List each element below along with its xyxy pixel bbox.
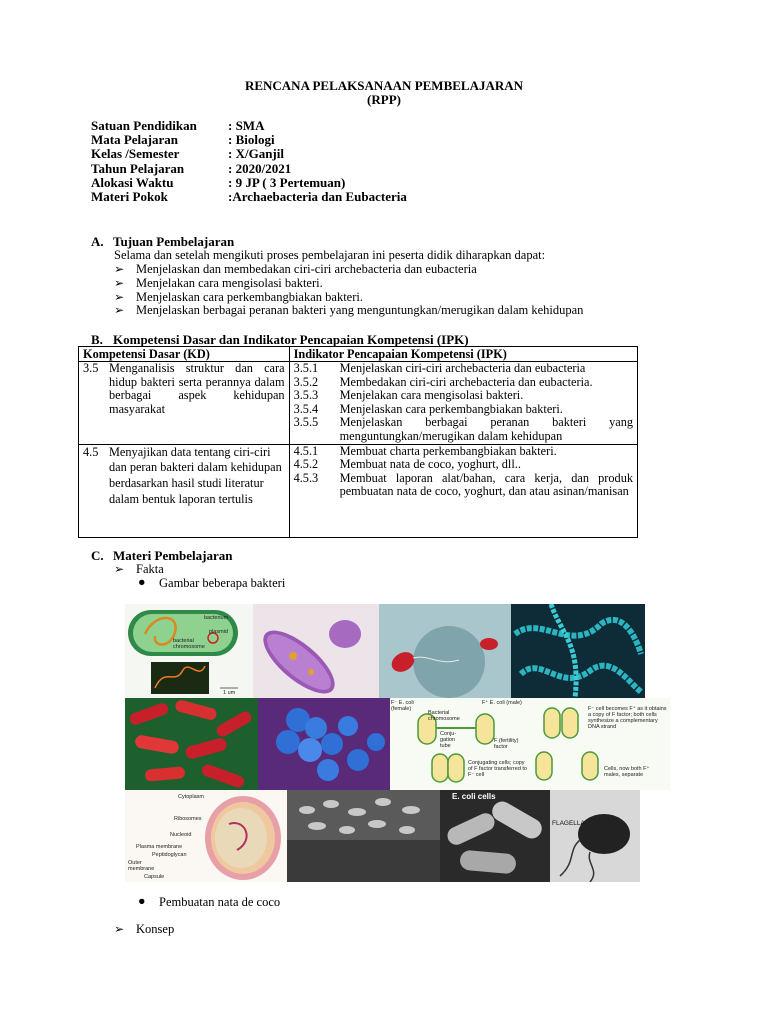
meta-value: :Archaebacteria dan Eubacteria [228, 189, 407, 205]
meta-value: : 9 JP ( 3 Pertemuan) [228, 174, 346, 190]
competency-table [78, 346, 638, 538]
ipk-number: 3.5.5 [293, 415, 319, 430]
meta-label: Materi Pokok [91, 189, 168, 205]
ipk-text: Membuat charta perkembangbiakan bakteri. [339, 443, 557, 458]
ipk-text: Menjelaskan cara perkembangbiakan bakteri. [339, 401, 563, 416]
ipk-item [294, 416, 633, 443]
arrow-bullet-icon: ➢ [114, 562, 125, 576]
list-item: Menjelakan cara mengisolasi bakteri. [136, 276, 323, 290]
doc-subtitle: (RPP) [367, 92, 401, 107]
figure-label: plasmid [209, 629, 228, 635]
table-header-row [79, 347, 638, 362]
arrow-bullet-icon: ➢ [114, 303, 125, 317]
meta-value: : SMA [228, 118, 265, 133]
ipk-item [294, 376, 633, 390]
arrow-bullet-icon: ➢ [114, 290, 125, 304]
figure-label: bacterium [204, 615, 229, 621]
arrow-bullet-icon: ➢ [114, 922, 125, 936]
meta-value: : X/Ganjil [228, 146, 284, 162]
kd-cell [79, 444, 290, 537]
meta-label: Mata Pelajaran [91, 132, 179, 148]
meta-value: : Biologi [228, 132, 275, 148]
sem-bacteria-colony-image [287, 790, 440, 882]
purple-rod-bacteria-image [253, 604, 379, 698]
bullet-icon: ● [138, 575, 146, 589]
ipk-text: Menjelakan cara mengisolasi bakteri. [339, 388, 524, 403]
section-number: B. [91, 332, 103, 347]
ecoli-cells-image [440, 790, 550, 882]
list-item: Menjelaskan cara perkembangbiakan bakteri. [136, 290, 363, 304]
meta-label: Kelas /Semester [91, 146, 180, 162]
ipk-item [294, 389, 633, 403]
figure-label: Conju-gation tube [440, 731, 457, 749]
doc-title: RENCANA PELAKSANAAN PEMBELAJARAN [244, 78, 524, 93]
konsep-label: Konsep [136, 922, 175, 936]
kd-text: Menyajikan data tentang ciri-ciri dan peran bakteri dalam kehidupan berdasarkan hasil studi literatur dalam bentuk laporan tertulis [109, 444, 282, 506]
ipk-number: 3.5.3 [293, 388, 319, 403]
fakta-label: Fakta [136, 562, 164, 576]
figure-label: Cytoplasm [178, 794, 204, 800]
meta-label: Tahun Pelajaran [91, 160, 185, 176]
figure-label: Cells, now both F⁺ males, separate [604, 766, 650, 778]
meta-row [91, 162, 407, 176]
arrow-bullet-icon: ➢ [114, 276, 125, 290]
ipk-number: 4.5.3 [293, 470, 319, 485]
red-rod-bacteria-image [125, 698, 258, 790]
figure-label: F (fertility) factor [494, 738, 519, 750]
figure-label: FLAGELLA [552, 820, 585, 827]
bacterial-anatomy-image [125, 790, 287, 882]
kd-number: 4.5 [83, 444, 99, 459]
section-a-intro: Selama dan setelah mengikuti proses pembelajaran ini peserta didik diharapkan dapat: [114, 248, 546, 262]
section-number: C. [91, 548, 104, 563]
table-header-ipk: Indikator Pencapaian Kompetensi (IPK) [289, 347, 637, 362]
figure-label: Nucleoid [170, 832, 192, 838]
ipk-cell [289, 362, 637, 445]
flagellated-bacterium-image [379, 604, 511, 698]
list-item: Menjelaskan berbagai peranan bakteri yang menguntungkan/merugikan dalam kehidupan [136, 303, 584, 317]
conjugation-diagram-2-image [530, 698, 670, 790]
ipk-item [294, 362, 633, 376]
figure-label: F⁻ E. coli (female) [391, 700, 414, 712]
ipk-text: Menjelaskan berbagai peranan bakteri yang menguntungkan/merugikan dalam kehidupan [339, 415, 633, 443]
ipk-number: 3.5.2 [293, 374, 319, 389]
ipk-text: Membedakan ciri-ciri archebacteria dan eubacteria. [339, 374, 593, 389]
figure-label: Outer membrane [128, 860, 155, 872]
meta-row [91, 119, 407, 133]
meta-row [91, 147, 407, 161]
ipk-item [294, 403, 633, 417]
ipk-number: 4.5.1 [293, 443, 319, 458]
bacterium-diagram-image [125, 604, 253, 698]
ipk-number: 3.5.4 [293, 401, 319, 416]
flagella-micrograph-image [550, 790, 640, 882]
figure-label: Ribosomes [174, 816, 202, 822]
figure-label: Bacterial chromosome [428, 710, 460, 722]
figure-label: E. coli cells [452, 792, 496, 801]
table-row [79, 444, 638, 537]
section-title: Materi Pembelajaran [113, 548, 233, 563]
conjugation-diagram-1-image [390, 698, 530, 790]
teal-chain-bacteria-image [511, 604, 645, 698]
list-item: Menjelaskan dan membedakan ciri-ciri archebacteria dan eubacteria [136, 262, 477, 276]
table-header-kd: Kompetensi Dasar (KD) [79, 347, 290, 362]
meta-label: Alokasi Waktu [91, 174, 174, 190]
ipk-item [294, 445, 633, 459]
nata-label: Pembuatan nata de coco [159, 895, 281, 909]
figure-label: F⁻ cell becomes F⁺ as it obtains a copy of F factor; both cells synthesize a complementary DNA strand [588, 706, 667, 730]
figure-label: Conjugating cells; copy of F factor transferred to F⁻ cell [468, 760, 527, 778]
figure-label: 1 um [223, 690, 236, 696]
figure-label: Capsule [144, 874, 165, 880]
bullet-icon: ● [138, 894, 146, 908]
ipk-number: 3.5.1 [293, 361, 319, 375]
ipk-text: Membuat nata de coco, yoghurt, dll.. [339, 457, 521, 472]
section-title: Kompetensi Dasar dan Indikator Pencapaian Kompetensi (IPK) [113, 332, 469, 347]
kd-number: 3.5 [83, 361, 99, 375]
table-row [79, 362, 638, 445]
ipk-text: Menjelaskan ciri-ciri archebacteria dan eubacteria [339, 361, 586, 375]
kd-text: Menganalisis struktur dan cara hidup bakteri serta perannya dalam berbagai aspek kehidupan masyarakat [109, 361, 285, 416]
meta-label: Satuan Pendidikan [91, 118, 197, 133]
meta-value: : 2020/2021 [228, 160, 292, 176]
figure-label: Peptidoglycan [152, 852, 187, 858]
ipk-item [294, 458, 633, 472]
meta-row [91, 176, 407, 190]
section-title: Tujuan Pembelajaran [113, 234, 235, 249]
figure-label: bacterial chromosome [173, 638, 205, 650]
meta-block [91, 119, 407, 204]
ipk-number: 4.5.2 [293, 457, 319, 472]
ipk-item [294, 472, 633, 499]
arrow-bullet-icon: ➢ [114, 262, 125, 276]
kd-cell [79, 362, 290, 445]
figure-label: F⁺ E. coli (male) [482, 700, 522, 706]
meta-row [91, 190, 407, 204]
meta-row [91, 133, 407, 147]
figure-label: Plasma membrane [136, 844, 183, 850]
blue-cocci-bacteria-image [258, 698, 390, 790]
ipk-cell [289, 444, 637, 537]
section-number: A. [91, 234, 104, 249]
gambar-label: Gambar beberapa bakteri [159, 576, 286, 590]
ipk-text: Membuat laporan alat/bahan, cara kerja, dan produk pembuatan nata de coco, yoghurt, dan atau asinan/manisan [339, 470, 633, 499]
